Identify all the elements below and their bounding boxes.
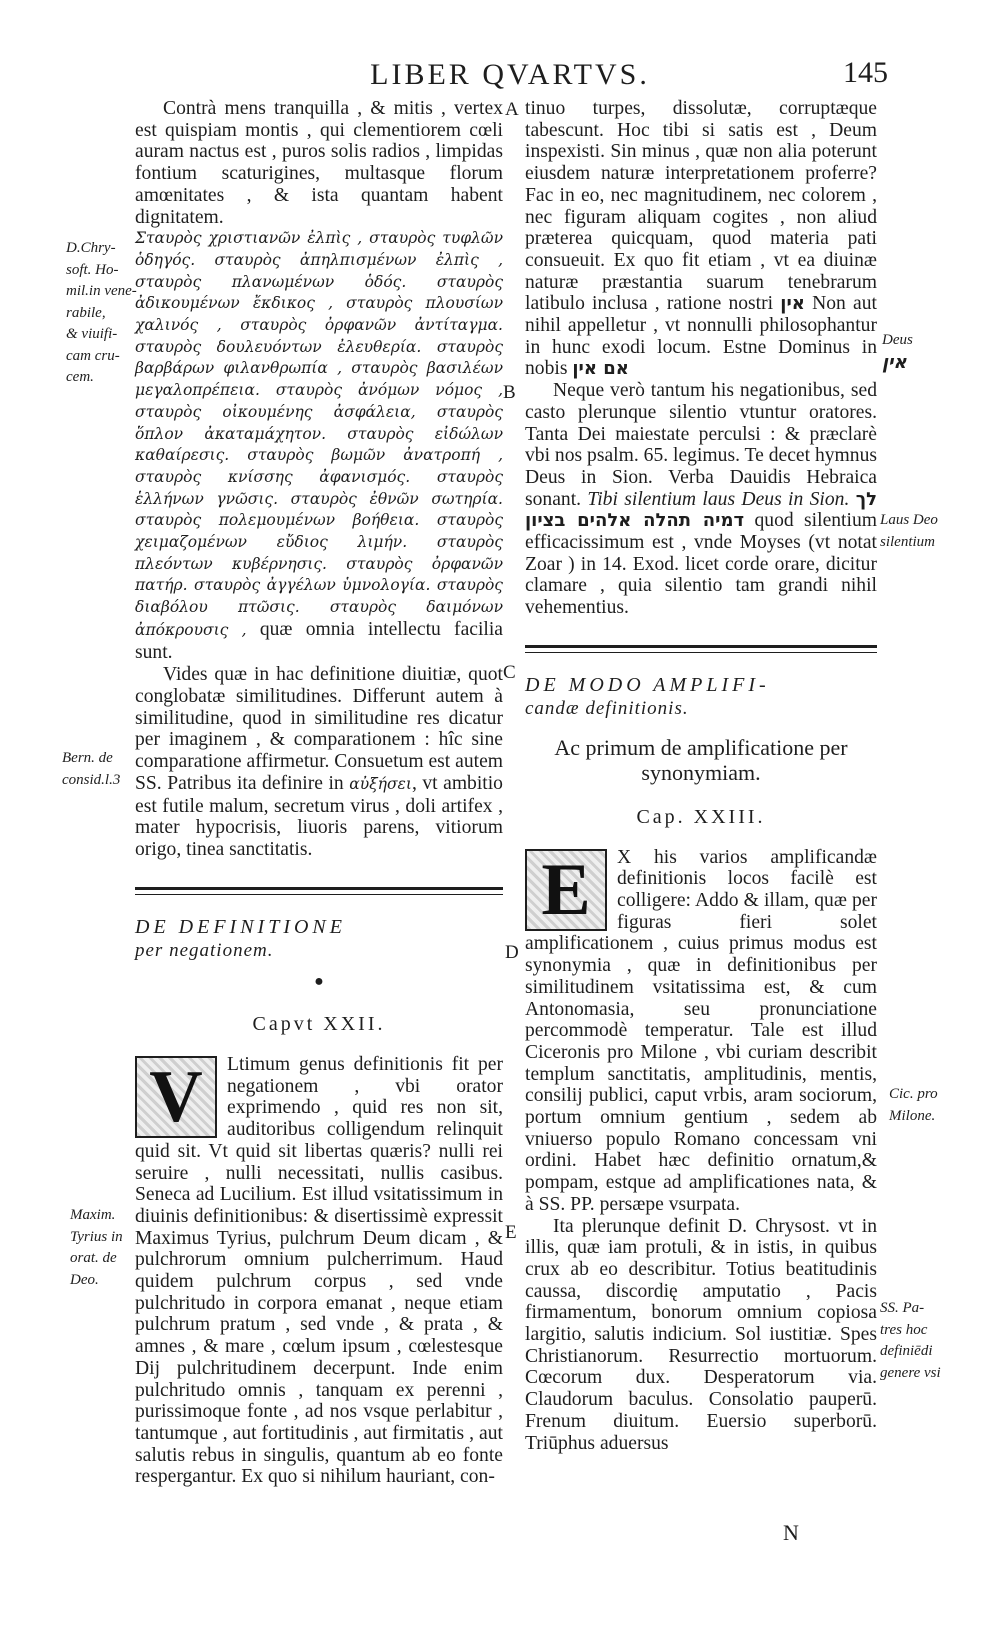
paragraph-ita: Ita plerunque definit D. Chrysost. vt in illis, quæ iam protuli, & in istis, in quibus crux ab eo describitur. Totius beatitudinis caussa, discordię amputatio , Pacis firmamentum, bonorum omnium copiosa largitio, salutis indicium. Sol iustitiæ. Spes Christianorum. Resurrectio mortuorum. Cœcorum dux. Desperatorum via. Claudorum baculus. Consolatio pauperū. Frenum diuitum. Euersio superborū. Triūphus aduersus [525, 1215, 877, 1454]
section-title-right: DE MODO AMPLIFI- [525, 673, 770, 696]
margin-line: Milone. [889, 1107, 936, 1124]
ornament-dot: ● [314, 972, 324, 990]
hebrew-psalm: לך דמיה תהלה אלהים בציון [525, 488, 877, 532]
margin-line: rabile, [66, 304, 106, 321]
neque-text: Neque verò tantum his negationibus, sed casto plerunque silentio vtuntur oratores. Tanta Dei maiestate perculsi : & præclarè vbi nos psalm. 65. legimus. Te decet hymnus Deus in Sion. Verba Dauidis Hebraica sonant. [525, 380, 878, 510]
drop-cap-v: V [135, 1056, 217, 1138]
margin-line: אין [882, 351, 907, 373]
margin-line: Tyrius in [70, 1228, 123, 1245]
tinuo-text: tinuo turpes, dissolutæ, corruptæque tabescunt. Hoc tibi si satis est , Deum inspexisti. Sin minus , quæ non alia poterunt eiusdem naturæ interpretationem proferre? Fac in eo, nec magnitudinem, nec colorem , nec figuram aliquam cogites , non aliud præterea quicquam, quod materia pati consueuit. Ex quo fit etiam , vt ea diuinæ naturæ præstantia suarum tenebrarum latibulo inclusa , ratione nostri [525, 98, 877, 315]
margin-line: genere vsi [880, 1364, 941, 1381]
section-subtitle: per negationem. [135, 939, 274, 961]
paragraph-ex [525, 847, 877, 1216]
margin-line: Maxim. [70, 1207, 116, 1223]
margin-note-cicero [889, 1084, 938, 1127]
page-number: 145 [843, 56, 888, 89]
margin-note-bernard [62, 748, 120, 791]
hebrew-ein: אין [780, 293, 805, 315]
margin-note-chrysostom [66, 238, 137, 389]
section-subtitle-right: candæ definitionis. [525, 697, 689, 719]
running-head: LIBER QVARTVS. [370, 58, 650, 91]
section-letter-a: A [505, 99, 519, 120]
section-title: DE DEFINITIONE [135, 915, 346, 938]
paragraph-ultimum [135, 1054, 503, 1488]
section-letter-d: D [505, 942, 519, 963]
margin-line: definiēdi [880, 1343, 933, 1359]
neque-italic: Tibi silentium laus Deus in Sion. [587, 488, 850, 510]
hebrew-im-ein: אם אין [572, 358, 629, 380]
margin-line: SS. Pa- [880, 1300, 925, 1316]
greek-tail: quæ omnia intellectu facilia sunt. [135, 618, 503, 663]
chapter-heading: Capvt XXII. [252, 1013, 386, 1036]
margin-line: silentium [880, 533, 935, 550]
section-rule-right [525, 645, 877, 648]
margin-line: Cic. pro [889, 1086, 938, 1102]
section-letter-e: E [505, 1222, 517, 1243]
vides-tail: , vt ambitio est futile malum, secretum virus , doli artifex , mater hypocrisis, liuoris parens, vitiorum origo, tinea sanctitatis. [135, 772, 503, 860]
catchword: N [783, 1520, 799, 1545]
chapter-heading-right: Cap. XXIII. [636, 805, 766, 828]
vides-text: Vides quæ in hac definitione diuitiæ, quot conglobatæ similitudines. Differunt autem à similitudine, quod in similitudine res dicatur per imaginem , & comparationem : hîc sine comparatione affirmetur. Consuetum est autem SS. Patribus ita definire in [135, 664, 504, 794]
vides-greek: αὐξήσει [349, 774, 412, 793]
margin-line: orat. de [70, 1250, 117, 1266]
margin-line: D.Chry- [66, 240, 116, 256]
neque-tail: quod silentium efficacissimum est , vnde Moyses (vt notat Zoar ) in 14. Exod. licet corde orare, dicitur clamare , quia silentio tam grandi nihil vehementius. [525, 510, 877, 619]
margin-note-deus-ein [882, 330, 913, 373]
subheading: Ac primum de amplificatione per synonymiam. [554, 734, 848, 785]
margin-line: Bern. de [62, 750, 113, 766]
section-rule [135, 887, 503, 890]
margin-line: Deo. [70, 1271, 99, 1288]
margin-line: Laus Deo [880, 512, 938, 528]
margin-note-ss-patres [880, 1298, 941, 1384]
right-column [525, 98, 877, 1454]
margin-line: soft. Ho- [66, 261, 119, 278]
paragraph-contra: Contrà mens tranquilla , & mitis , vertex est quispiam montis , qui clementiorem cœli auram nactus est , puros solis radios , limpidas fontium scaturigines, multasque florum amœnitates , & ista quantam habent dignitatem. [135, 98, 503, 228]
section-rule-thin [135, 894, 503, 895]
margin-line: tres hoc [880, 1321, 928, 1338]
section-letter-c: C [503, 662, 516, 683]
ex-text: X his varios amplificandæ definitionis locos facilè est colligere: Addo & illam, quæ per figuras fieri solet amplificationem , cuius primus modus est synonymia , quæ in definitionibus per similitudinem vsitatissima est, & cum Antonomasia, seu pronunciatione percommodè temperatur. Tale est illud Ciceronis pro Milone , vbi curiam describit templum sanctitatis, amplitudinis, mentis, consilij publici, caput vrbis, aram sociorum, portum omnium gentium , sedem ab vniuerso populo Romano concessam vni ordini. Habet hæc definitio ornatum,& pompam, estque ad amplificationes nata, & à SS. PP. persæpe vsurpata. [525, 846, 877, 1215]
margin-line: cem. [66, 369, 94, 385]
paragraph-tinuo [525, 98, 877, 380]
greek-text: Σταυρὸς χριστιανῶν ἐλπὶς , σταυρὸς τυφλῶν ὁδηγός. σταυρὸς ἀπηλπισμένων ἐλπὶς , σταυρὸς πλανωμένων ὁδός. σταυρὸς ἀδικουμένων ἔκδικος , σταυρὸς πλουσίων χαλινός , σταυρὸς ὀρφανῶν ἀντίταγμα. σταυρὸς δουλευόντων ἐλευθερία. σταυρὸς βαρβάρων φιλανθρωπία , σταυρὸς βασιλέων μεγαλοπρέπεια. σταυρὸς ἀνόμων νόμος , σταυρὸς οἰκουμένης ἀσφάλεια, σταυρὸς ὅπλον ἀκαταμάχητον. σταυρὸς εἰδώλων καθαίρεσις. σταυρὸς βωμῶν ἀνατροπή , σταυρὸς κνίσσης ἀφανισμός. σταυρὸς ἑλλήνων γνῶσις. σταυρὸς ἐθνῶν σωτηρία. σταυρὸς πολεμουμένων βοήθεια. σταυρὸς χειμαζομένων εὔδιος λιμήν. σταυρὸς πλεόντων κυβέρνησις. σταυρὸς ὀρφανῶν πατήρ. σταυρὸς ἀγγέλων ὑμνολογία. σταυρὸς διαβόλου πτῶσις. σταυρὸς δαιμόνων ἀπόκρουσις , [135, 229, 503, 639]
margin-note-laus-deo [880, 510, 938, 553]
drop-cap-e: E [525, 849, 607, 931]
tinuo-mid: Non aut nihil appelletur , vt nonnulli philosophantur in hunc exodi locum. Estne Dominus in nobis [525, 293, 877, 380]
section-letter-b: B [503, 382, 516, 403]
margin-line: consid.l.3 [62, 771, 121, 788]
margin-line: mil.in vene- [66, 283, 137, 299]
section-rule-thin-right [525, 652, 877, 653]
ultimum-text: Ltimum genus definitionis fit per negationem , vbi orator exprimendo , quid res non sit, auditoribus colligendum relinquit quid sit. Vt quid sit libertas quæris? nulli rei seruire , nulli necessitati, nullis casibus. Seneca ad Lucilium. Est illud vsitatissimum in diuinis definitionibus: & disertissimè expressit Maximus Tyrius, pulchrum Deum dicam , & pulchrorum omnium pulcherrimum. Haud quidem pulchrum corpus , sed vnde pulchritudo in corpora emanat , neque etiam pulchrum pratum , sed vnde , & prata , & amnes , & mare , cœlum ipsum , cœlestesque Dij pulchritudinem decerpunt. Inde enim pulchritudo omnis , tanquam ex perenni , purissimoque fonte , ad nos vsque perlabitur , tantumque , aut fortitudinis , aut firmitatis , aut salutis rebus in singulis, quantum ab eo fonte respergantur. Ex quo si nihilum hauriant, con- [135, 1054, 503, 1488]
margin-line: Deus [882, 332, 913, 348]
greek-quotation [135, 228, 503, 664]
margin-line: & viuifi- [66, 326, 118, 342]
paragraph-vides [135, 664, 503, 860]
left-column [135, 98, 503, 1488]
margin-note-maximus [70, 1205, 123, 1291]
margin-line: cam cru- [66, 347, 120, 364]
paragraph-neque [525, 380, 877, 619]
